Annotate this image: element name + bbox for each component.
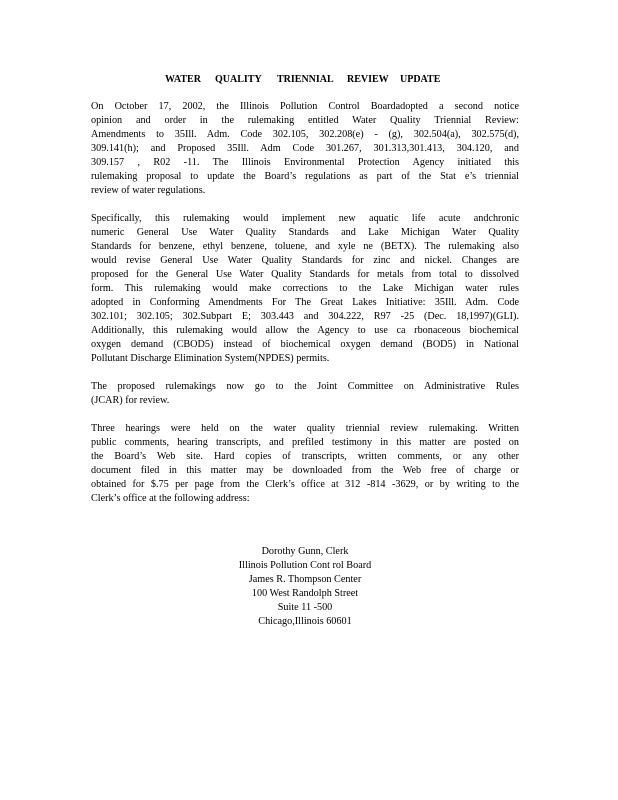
text-line: Amendments to 35Ill. Adm. Code 302.105, 302.208(e) - (g), 302.504(a), 302.575(d), (91, 129, 519, 140)
paragraph-hearing-notice (91, 100, 519, 198)
mailing-address (200, 545, 410, 629)
title-word: REVIEW (347, 74, 389, 85)
text-line: adopted in Conforming Amendments For The Great Lakes Initiative: 35Ill. Adm. Code (91, 297, 519, 308)
title-word: QUALITY (215, 74, 262, 85)
address-line: Suite 11 -500 (277, 602, 333, 613)
text-line: review of water regulations. (91, 185, 206, 196)
text-line: The proposed rulemakings now go to the Joint Committee on Administrative Rules (91, 381, 519, 392)
text-line: obtained for $.75 per page from the Clerk’s office at 312 -814 -3629, or by writing to the (91, 479, 519, 490)
text-line: form. This rulemaking would make corrections to the Lake Michigan water rules (91, 283, 519, 294)
text-line: 302.101; 302.105; 302.Subpart E; 303.443 and 304.222, R97 -25 (Dec. 18,1997)(GLI). (91, 311, 519, 322)
address-line: Dorothy Gunn, Clerk (261, 546, 349, 557)
title-word: UPDATE (400, 74, 441, 85)
text-line: the Board’s Web site. Hard copies of transcripts, written comments, or any other (91, 451, 519, 462)
paragraph-hearings (91, 422, 519, 506)
address-line: Chicago,Illinois 60601 (258, 616, 352, 627)
address-line: James R. Thompson Center (248, 574, 362, 585)
text-line: 309.141(h); and Proposed 35Ill. Adm Code 301.267, 301.313,301.413, 304.120, and (91, 143, 519, 154)
text-line: Three hearings were held on the water quality triennial review rulemaking. Written (91, 423, 519, 434)
document-body (91, 100, 519, 520)
text-line: Pollutant Discharge Elimination System(NPDES) permits. (91, 353, 330, 364)
text-line: Additionally, this rulemaking would allow the Agency to use ca rbonaceous biochemical (91, 325, 519, 336)
text-line: Specifically, this rulemaking would implement new aquatic life acute andchronic (91, 213, 519, 224)
text-line: numeric General Use Water Quality Standards and Lake Michigan Water Quality (91, 227, 519, 238)
text-line: document filed in this matter may be downloaded from the Web free of charge or (91, 465, 519, 476)
text-line: 309.157 , R02 -11. The Illinois Environmental Protection Agency initiated this (91, 157, 519, 168)
text-line: rulemaking proposal to update the Board’s regulations as part of the Stat e’s triennial (91, 171, 519, 182)
text-line: oxygen demand (CBOD5) instead of biochemical oxygen demand (BOD5) in National (91, 339, 519, 350)
text-line: proposed for the General Use Water Quality Standards for metals from total to dissolved (91, 269, 519, 280)
title-word: TRIENNIAL (277, 74, 334, 85)
text-line: opinion and order in the rulemaking entitled Water Quality Triennial Review: (91, 115, 519, 126)
document-title (165, 74, 440, 85)
address-line: Illinois Pollution Cont rol Board (238, 560, 372, 571)
paragraph-jcar (91, 380, 519, 408)
text-line: (JCAR) for review. (91, 395, 170, 406)
text-line: Standards for benzene, ethyl benzene, toluene, and xyle ne (BETX). The rulemaking also (91, 241, 519, 252)
paragraph-specifics (91, 212, 519, 366)
text-line: On October 17, 2002, the Illinois Pollution Control Boardadopted a second notice (91, 101, 519, 112)
text-line: public comments, hearing transcripts, and prefiled testimony in this matter are posted on (91, 437, 519, 448)
text-line: Clerk’s office at the following address: (91, 493, 250, 504)
text-line: would revise General Use Water Quality Standards for zinc and nickel. Changes are (91, 255, 519, 266)
title-word: WATER (165, 74, 201, 85)
address-line: 100 West Randolph Street (251, 588, 359, 599)
